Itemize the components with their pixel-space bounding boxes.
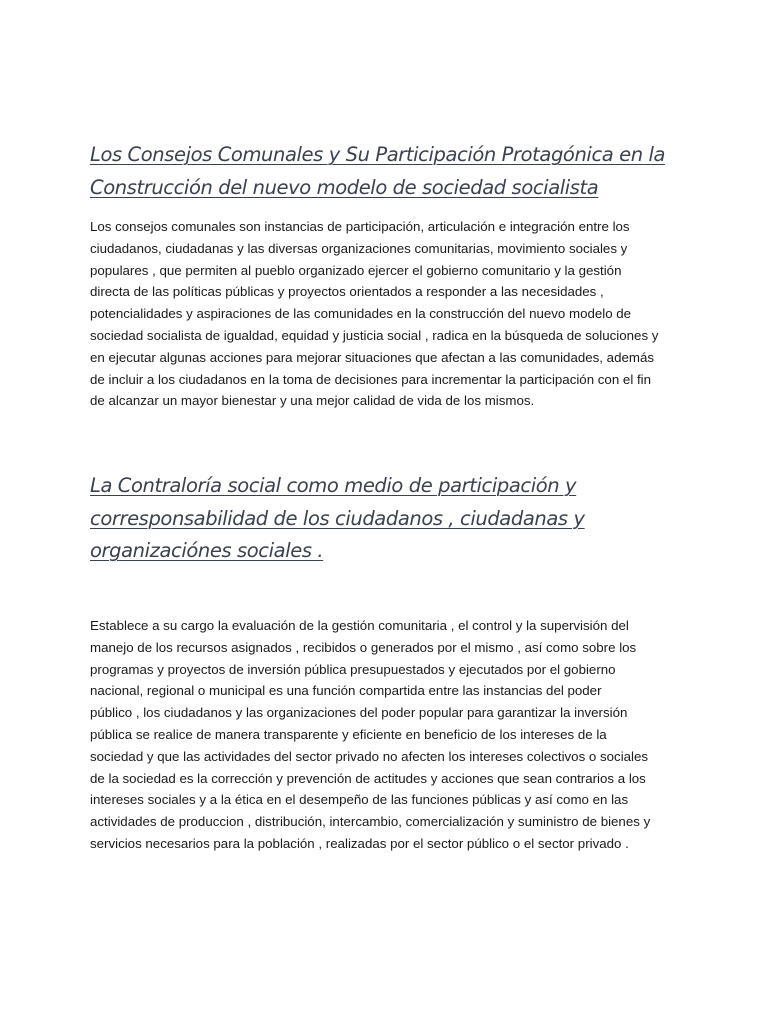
section-2-paragraph: Establece a su cargo la evaluación de la gestión comunitaria , el control y la supervisión del manejo de los recursos asignados , recibidos o generados por el mismo , así como sobre los programas y proyectos de inversión pública presupuestados y ejecutados por el gobierno nacional, regional o municipal es una función compartida entre las instancias del poder público , los ciudadanos y las organizaciones del poder popular para garantizar la inversión pública se realice de manera transparente y eficiente en beneficio de los intereses de la sociedad y que las actividades del sector privado no afecten los intereses colectivos o sociales de la sociedad es la corrección y prevención de actitudes y acciones que sean contrarios a los intereses sociales y a la ética en el desempeño de las funciones públicas y así como en las actividades de produccion , distribución, intercambio, comercialización y suministro de bienes y servicios necesarios para la población , realizadas por el sector público o el sector privado . <box>90 618 651 851</box>
section-1-heading: Los Consejos Comunales y Su Participación Protagónica en la Construcción del nuevo modelo de sociedad socialista <box>90 143 666 199</box>
section-1-paragraph: Los consejos comunales son instancias de participación, articulación e integración entre los ciudadanos, ciudadanas y las diversas organizaciones comunitarias, movimiento sociales y populares , que permiten al pueblo organizado ejercer el gobierno comunitario y la gestión directa de las políticas públicas y proyectos orientados a responder a las necesidades , potencialidades y aspiraciones de las comunidades en la construcción del nuevo modelo de sociedad socialista de igualdad, equidad y justicia social , radica en la búsqueda de soluciones y en ejecutar algunas acciones para mejorar situaciones que afectan a las comunidades, además de incluir a los ciudadanos en la toma de decisiones para incrementar la participación con el fin de alcanzar un mayor bienestar y una mejor calidad de vida de los mismos. <box>90 219 659 409</box>
section-2-heading: La Contraloría social como medio de participación y corresponsabilidad de los ciudadanos , ciudadanas y organizaciónes sociales . <box>90 474 585 562</box>
